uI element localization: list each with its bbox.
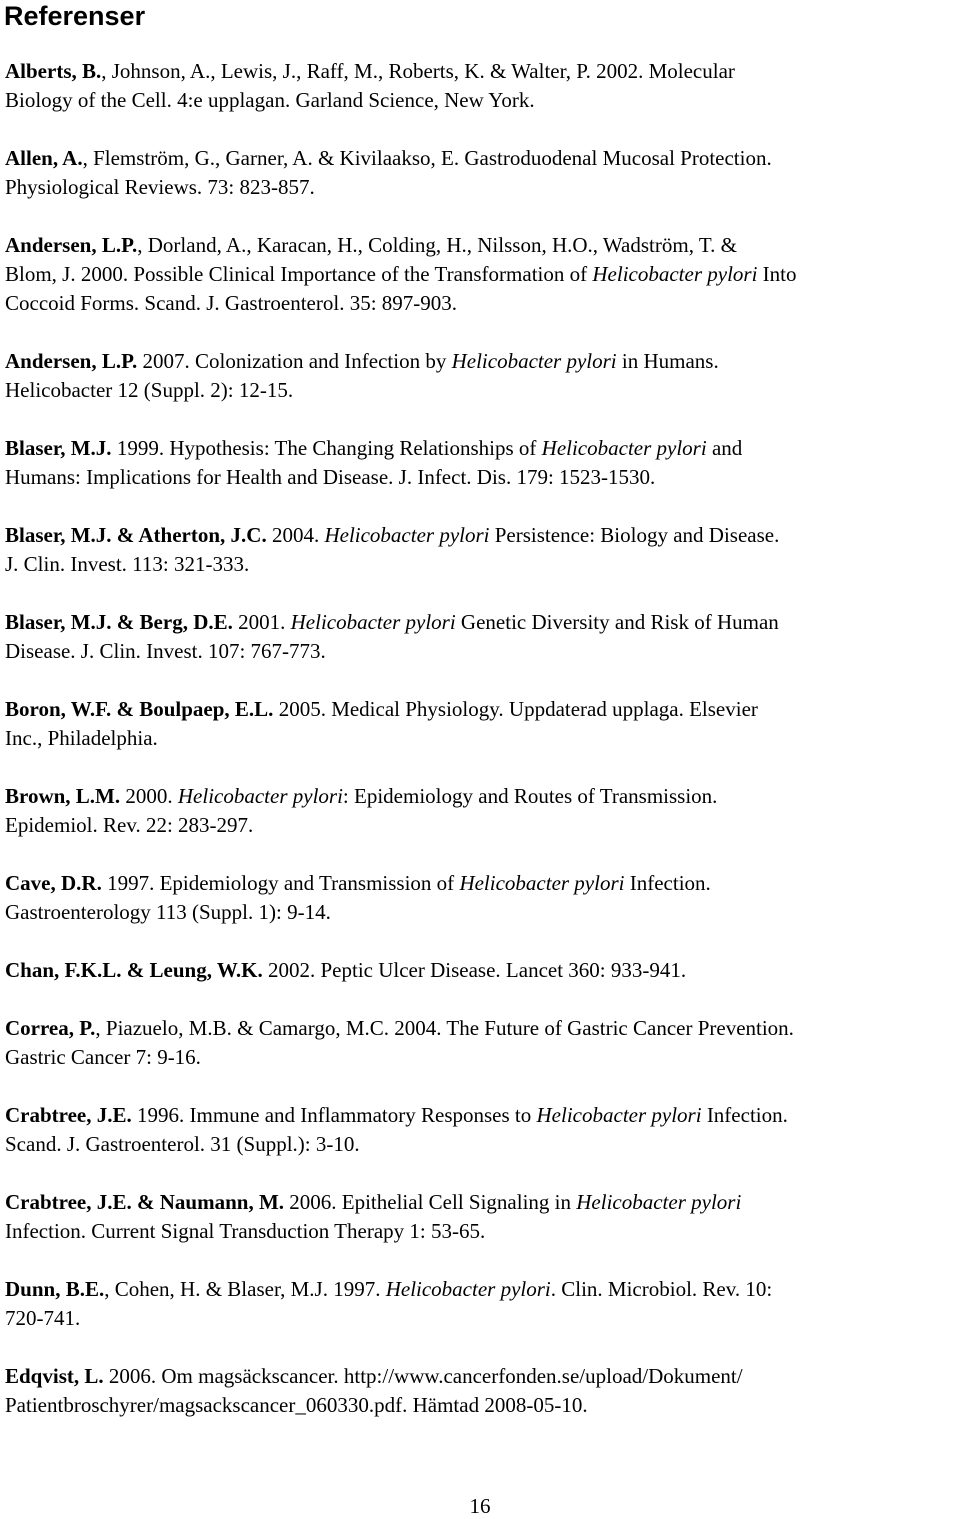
reference-text: Persistence: Biology and Disease. [489,523,780,547]
page-title: Referenser [4,1,146,31]
reference-text: : Epidemiology and Routes of Transmission. [342,784,718,808]
reference-line [5,1275,960,1304]
species-name: Helicobacter pylori [385,1277,551,1301]
reference-authors: Blaser, M.J. & Atherton, J.C. [5,523,267,547]
reference-entry [5,521,960,579]
reference-text: Humans: Implications for Health and Disease. J. Infect. Dis. 179: 1523-1530. [5,465,656,489]
reference-authors: Crabtree, J.E. [5,1103,132,1127]
reference-entry [5,144,960,202]
species-name: Helicobacter pylori [290,610,456,634]
reference-text: 1996. Immune and Inflammatory Responses to [131,1103,537,1127]
reference-authors: Brown, L.M. [5,784,121,808]
reference-text: 720-741. [5,1306,81,1330]
reference-line [5,1188,960,1217]
reference-authors: Andersen, L.P. [5,233,138,257]
reference-text: Disease. J. Clin. Invest. 107: 767-773. [5,639,326,663]
reference-entry [5,1362,960,1420]
reference-text: Helicobacter 12 (Suppl. 2): 12-15. [5,378,294,402]
reference-text: Infection. Current Signal Transduction Therapy 1: 53-65. [5,1219,486,1243]
reference-line [5,376,960,405]
reference-line [5,231,960,260]
reference-list [5,57,960,1449]
reference-line [5,898,960,927]
reference-line [5,57,960,86]
reference-line [5,434,960,463]
reference-line [5,1217,960,1246]
reference-authors: Correa, P. [5,1016,96,1040]
reference-text: 2006. Om magsäckscancer. http://www.cancerfonden.se/upload/Dokument/ [103,1364,743,1388]
reference-entry [5,1014,960,1072]
species-name: Helicobacter pylori [459,871,625,895]
reference-line [5,550,960,579]
reference-text: 1999. Hypothesis: The Changing Relationships of [111,436,542,460]
species-name: Helicobacter pylori [576,1190,742,1214]
reference-entry [5,1275,960,1333]
reference-text: Coccoid Forms. Scand. J. Gastroenterol. 35: 897-903. [5,291,458,315]
reference-entry [5,782,960,840]
reference-text: Biology of the Cell. 4:e upplagan. Garland Science, New York. [5,88,535,112]
reference-authors: Edqvist, L. [5,1364,104,1388]
reference-text: Blom, J. 2000. Possible Clinical Importance of the Transformation of [5,262,593,286]
reference-line [5,521,960,550]
reference-line [5,811,960,840]
reference-authors: Crabtree, J.E. & Naumann, M. [5,1190,285,1214]
reference-text: , Dorland, A., Karacan, H., Colding, H., Nilsson, H.O., Wadström, T. & [137,233,737,257]
reference-text: and [706,436,743,460]
reference-text: . Clin. Microbiol. Rev. 10: [550,1277,773,1301]
reference-entry [5,608,960,666]
reference-line [5,1130,960,1159]
reference-line [5,608,960,637]
reference-line [5,289,960,318]
reference-text: Scand. J. Gastroenterol. 31 (Suppl.): 3-10. [5,1132,360,1156]
reference-text: Physiological Reviews. 73: 823-857. [5,175,315,199]
species-name: Helicobacter pylori [324,523,490,547]
reference-text: 1997. Epidemiology and Transmission of [101,871,460,895]
reference-text: Into [757,262,797,286]
reference-text: Inc., Philadelphia. [5,726,158,750]
reference-authors: Chan, F.K.L. & Leung, W.K. [5,958,263,982]
reference-authors: Blaser, M.J. [5,436,112,460]
reference-entry [5,57,960,115]
reference-text: , Cohen, H. & Blaser, M.J. 1997. [104,1277,386,1301]
reference-entry [5,1188,960,1246]
reference-text: 2002. Peptic Ulcer Disease. Lancet 360: 933-941. [262,958,687,982]
reference-line [5,1101,960,1130]
reference-authors: Andersen, L.P. [5,349,138,373]
reference-line [5,1391,960,1420]
reference-text: , Johnson, A., Lewis, J., Raff, M., Roberts, K. & Walter, P. 2002. Molecular [101,59,735,83]
reference-text: in Humans. [616,349,719,373]
reference-text: 2000. [120,784,178,808]
reference-line [5,1362,960,1391]
reference-line [5,144,960,173]
reference-text: Epidemiol. Rev. 22: 283-297. [5,813,254,837]
reference-line [5,173,960,202]
reference-entry [5,695,960,753]
reference-entry [5,956,960,985]
reference-line [5,695,960,724]
reference-authors: Dunn, B.E. [5,1277,105,1301]
reference-authors: Boron, W.F. & Boulpaep, E.L. [5,697,274,721]
reference-text: Patientbroschyrer/magsackscancer_060330.pdf. Hämtad 2008-05-10. [5,1393,588,1417]
reference-line [5,86,960,115]
reference-line [5,463,960,492]
reference-line [5,1304,960,1333]
reference-text: 2004. [266,523,325,547]
reference-text: 2006. Epithelial Cell Signaling in [284,1190,577,1214]
reference-line [5,869,960,898]
reference-text: 2005. Medical Physiology. Uppdaterad upplaga. Elsevier [273,697,758,721]
reference-text: 2001. [232,610,291,634]
species-name: Helicobacter pylori [536,1103,702,1127]
reference-line [5,1043,960,1072]
species-name: Helicobacter pylori [177,784,343,808]
reference-text: Gastroenterology 113 (Suppl. 1): 9-14. [5,900,331,924]
page-number: 16 [469,1494,491,1518]
species-name: Helicobacter pylori [451,349,617,373]
reference-entry [5,231,960,318]
reference-authors: Blaser, M.J. & Berg, D.E. [5,610,233,634]
reference-entry [5,869,960,927]
reference-text: Infection. [624,871,711,895]
reference-line [5,956,960,985]
species-name: Helicobacter pylori [592,262,758,286]
reference-line [5,724,960,753]
reference-authors: Allen, A. [5,146,83,170]
reference-line [5,347,960,376]
reference-line [5,1014,960,1043]
reference-text: Genetic Diversity and Risk of Human [455,610,779,634]
reference-authors: Alberts, B. [5,59,102,83]
reference-entry [5,434,960,492]
reference-text: , Piazuelo, M.B. & Camargo, M.C. 2004. The Future of Gastric Cancer Prevention. [95,1016,794,1040]
reference-text: J. Clin. Invest. 113: 321-333. [5,552,250,576]
reference-text: Infection. [701,1103,788,1127]
reference-entry [5,347,960,405]
reference-text: 2007. Colonization and Infection by [137,349,452,373]
species-name: Helicobacter pylori [541,436,707,460]
reference-line [5,637,960,666]
reference-entry [5,1101,960,1159]
reference-line [5,782,960,811]
reference-line [5,260,960,289]
reference-text: Gastric Cancer 7: 9-16. [5,1045,201,1069]
reference-authors: Cave, D.R. [5,871,102,895]
reference-text: , Flemström, G., Garner, A. & Kivilaakso, E. Gastroduodenal Mucosal Protection. [82,146,772,170]
